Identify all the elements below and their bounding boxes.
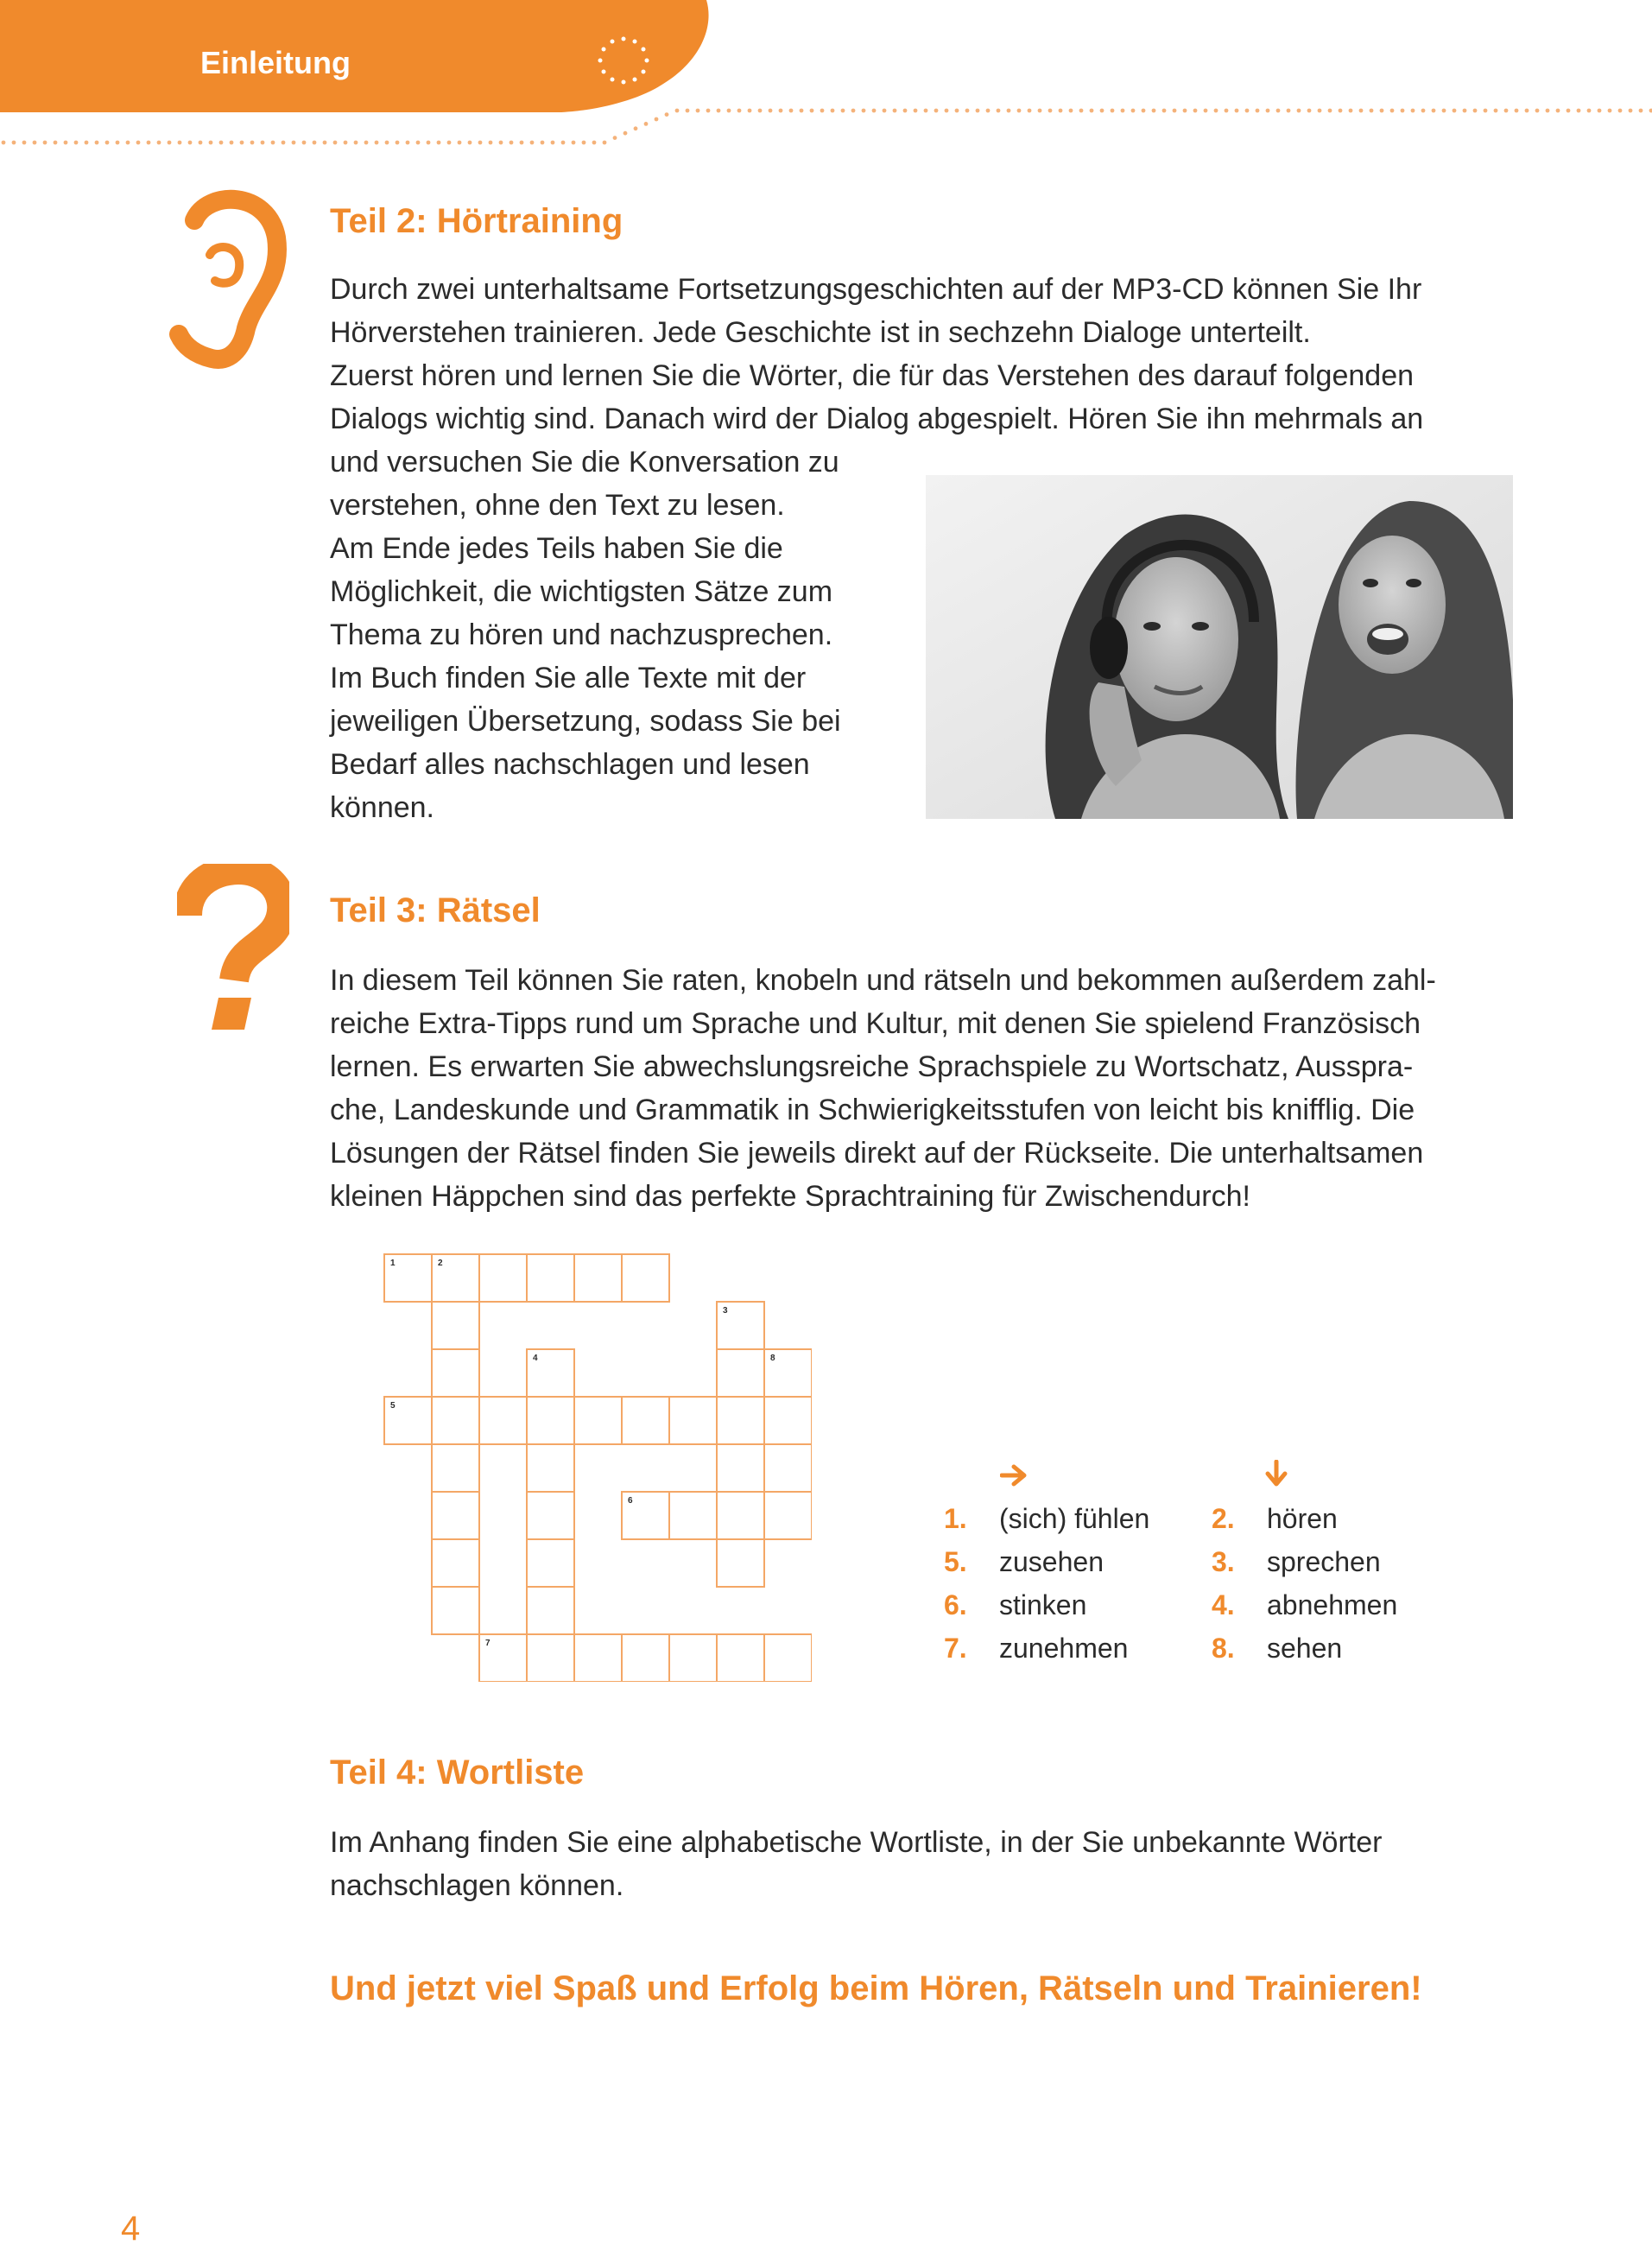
text-line: verstehen, ohne den Text zu lesen. [330, 489, 785, 522]
crossword-cell [527, 1539, 574, 1587]
crossword-cell [432, 1397, 479, 1444]
crossword-cell [432, 1349, 479, 1397]
crossword-number: 7 [485, 1639, 491, 1648]
photo-two-women-headphones [926, 475, 1513, 819]
crossword-cell [527, 1587, 574, 1634]
header-title: Einleitung [200, 45, 351, 80]
crossword-cell [717, 1634, 764, 1682]
crossword-cell [764, 1444, 812, 1492]
crossword-number: 2 [438, 1259, 443, 1268]
crossword-cell [527, 1634, 574, 1682]
crossword-cell [574, 1397, 622, 1444]
text-line: Möglichkeit, die wichtigsten Sätze zum [330, 575, 833, 608]
clue-word: zunehmen [999, 1633, 1129, 1664]
crossword-grid [380, 1250, 812, 1682]
text-line: Im Anhang finden Sie eine alphabetische Wortliste, in der Sie unbekannte Wörter [330, 1826, 1383, 1859]
crossword-cell [527, 1254, 574, 1302]
text-line: Dialogs wichtig sind. Danach wird der Dialog abgespielt. Hören Sie ihn mehrmals an [330, 403, 1424, 435]
crossword-cell [717, 1444, 764, 1492]
dotted-divider [0, 99, 1652, 151]
page-number: 4 [121, 2210, 141, 2248]
clue-number: 6. [944, 1589, 967, 1620]
crossword-number: 4 [533, 1354, 538, 1363]
clue-word: sehen [1267, 1633, 1343, 1664]
clue-word: (sich) fühlen [999, 1503, 1150, 1534]
clue-number: 7. [944, 1633, 967, 1664]
crossword-cell [479, 1397, 527, 1444]
clue-number: 3. [1212, 1546, 1235, 1577]
section-title-wortliste: Teil 4: Wortliste [330, 1753, 585, 1792]
arrow-right-icon [1000, 1464, 1029, 1487]
crossword-cell [669, 1492, 717, 1539]
text-line: In diesem Teil können Sie raten, knobeln und rätseln und bekommen außerdem zahl- [330, 964, 1436, 997]
crossword-number: 8 [770, 1354, 775, 1363]
crossword-number: 1 [390, 1259, 396, 1268]
clue-word: hören [1267, 1503, 1338, 1534]
clue-number: 1. [944, 1503, 967, 1534]
section-text-wortliste [330, 1821, 1382, 1907]
crossword-cell [717, 1492, 764, 1539]
text-line: Im Buch finden Sie alle Texte mit der [330, 662, 807, 694]
crossword-cell [574, 1254, 622, 1302]
text-line: che, Landeskunde und Grammatik in Schwierigkeitsstufen von leicht bis knifflig. Die [330, 1094, 1415, 1126]
text-line: Zuerst hören und lernen Sie die Wörter, die für das Verstehen des darauf folgenden [330, 359, 1415, 392]
crossword-cell [669, 1397, 717, 1444]
crossword-cell [717, 1349, 764, 1397]
clue-word: stinken [999, 1589, 1087, 1620]
crossword-cell [432, 1492, 479, 1539]
crossword-cell [527, 1492, 574, 1539]
ear-icon [160, 186, 289, 371]
text-line: Durch zwei unterhaltsame Fortsetzungsgeschichten auf der MP3-CD können Sie Ihr [330, 273, 1422, 306]
crossword-cell [432, 1539, 479, 1587]
section-text-raetsel [330, 959, 1436, 1218]
crossword-cell [622, 1634, 669, 1682]
crossword-cell [622, 1397, 669, 1444]
question-mark-icon [177, 864, 289, 1037]
clue-list-across [944, 1503, 1194, 1676]
crossword-number: 3 [723, 1306, 728, 1316]
text-line: und versuchen Sie die Konversation zu [330, 446, 839, 479]
section-title-hoertraining: Teil 2: Hörtraining [330, 202, 623, 240]
text-line: Lösungen der Rätsel finden Sie jeweils direkt auf der Rückseite. Die unterhaltsamen [330, 1137, 1424, 1170]
clue-word: sprechen [1267, 1546, 1381, 1577]
crossword-number: 6 [628, 1496, 633, 1506]
clue-word: abnehmen [1267, 1589, 1398, 1620]
text-line: jeweiligen Übersetzung, sodass Sie bei [330, 705, 841, 738]
clue-number: 5. [944, 1546, 967, 1577]
text-line: lernen. Es erwarten Sie abwechslungsreiche Sprachspiele zu Wortschatz, Ausspra- [330, 1050, 1414, 1083]
crossword-cell [479, 1254, 527, 1302]
text-line: können. [330, 791, 434, 824]
arrow-down-icon [1265, 1460, 1288, 1489]
text-line: kleinen Häppchen sind das perfekte Sprachtraining für Zwischendurch! [330, 1180, 1250, 1213]
crossword-cell [527, 1444, 574, 1492]
clue-number: 8. [1212, 1633, 1235, 1664]
crossword-cell [622, 1254, 669, 1302]
section-title-raetsel: Teil 3: Rätsel [330, 891, 541, 929]
crossword-cell [432, 1444, 479, 1492]
text-line: Hörverstehen trainieren. Jede Geschichte ist in sechzehn Dialoge unterteilt. [330, 316, 1311, 349]
crossword-cell [717, 1539, 764, 1587]
crossword-cell [574, 1634, 622, 1682]
clue-number: 2. [1212, 1503, 1235, 1534]
crossword-cell [527, 1397, 574, 1444]
text-line: Bedarf alles nachschlagen und lesen [330, 748, 810, 781]
clue-word: zusehen [999, 1546, 1104, 1577]
closing-slogan: Und jetzt viel Spaß und Erfolg beim Hören, Rätseln und Trainieren! [330, 1969, 1422, 2007]
text-line: Thema zu hören und nachzusprechen. [330, 618, 833, 651]
crossword-number: 5 [390, 1401, 396, 1411]
crossword-cell [432, 1302, 479, 1349]
crossword-cell [764, 1634, 812, 1682]
text-line: Am Ende jedes Teils haben Sie die [330, 532, 783, 565]
crossword-cell [764, 1397, 812, 1444]
text-line: nachschlagen können. [330, 1869, 624, 1902]
clue-list-down [1212, 1503, 1453, 1676]
crossword-cell [432, 1587, 479, 1634]
crossword-cell [764, 1492, 812, 1539]
crossword-cell [717, 1397, 764, 1444]
text-line: reiche Extra-Tipps rund um Sprache und Kultur, mit denen Sie spielend Französisch [330, 1007, 1421, 1040]
clue-number: 4. [1212, 1589, 1235, 1620]
crossword-cell [669, 1634, 717, 1682]
